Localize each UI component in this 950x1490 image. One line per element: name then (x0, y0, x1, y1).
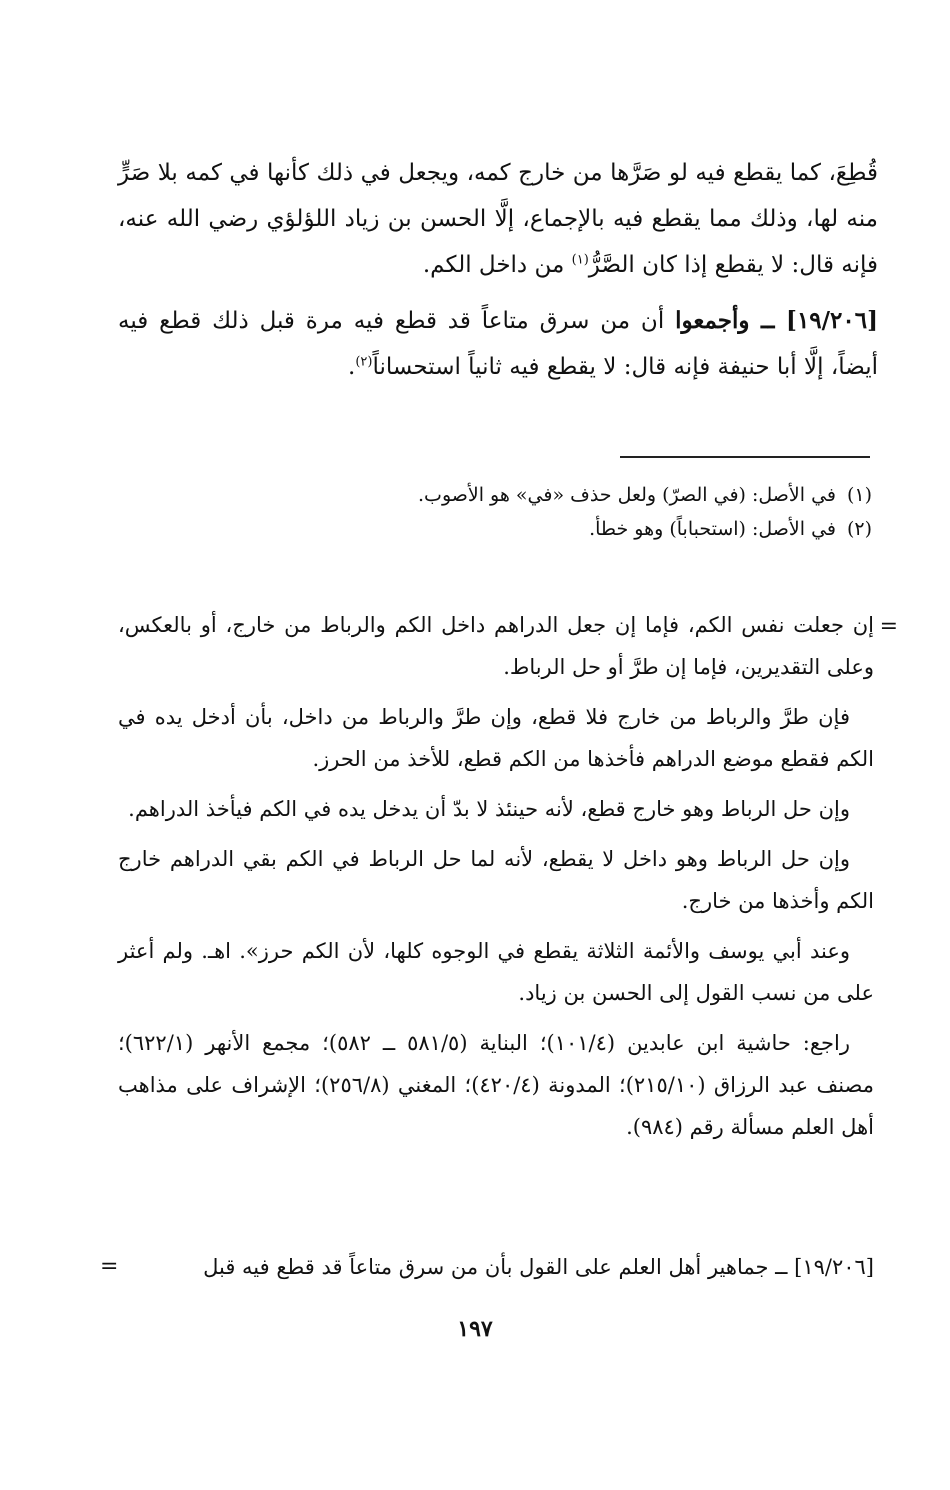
commentary-paragraph: إن جعلت نفس الكم، فإما إن جعل الدراهم داخل الكم والرباط من خارج، أو بالعكس، وعلى التقديرين، فإما إن طرَّ أو حل الرباط. (118, 613, 874, 679)
commentary-paragraph: راجع: حاشية ابن عابدين (١٠١/٤)؛ البناية (٥٨١/٥ ــ ٥٨٢)؛ مجمع الأنهر (٦٢٢/١)؛ مصنف عبد الرزاق (٢١٥/١٠)؛ المدونة (٤٢٠/٤)؛ المغني (٢٥٦/٨)؛ الإشراف على مذاهب أهل العلم مسألة رقم (٩٨٤). (118, 1031, 875, 1139)
continuation-mark-start: = (879, 614, 898, 639)
footnote-ref-2[interactable]: (٢) (355, 354, 373, 370)
footnotes (118, 478, 872, 546)
page-number: ١٩٧ (457, 1316, 493, 1342)
footnote-2 (118, 512, 872, 546)
next-issue-text: [١٩/٢٠٦] ــ جماهير أهل العلم على القول بأن من سرق متاعاً قد قطع فيه قبل (203, 1255, 874, 1279)
footnote-text: في الأصل: (استحباباً) وهو خطأ. (589, 518, 836, 540)
main-paragraph-1: قُطِعَ، كما يقطع فيه لو صَرَّها من خارج كمه، ويجعل في ذلك كأنها في كمه بلا صَرٍّ منه لها، وذلك مما يقطع فيه بالإجماع، إلَّا الحسن بن زياد اللؤلؤي رضي الله عنه، فإنه قال: لا يقطع إذا كان الصَّرُّ$^{(١)}$ من داخل الكم. (118, 160, 878, 278)
commentary-paragraph: فإن طرَّ والرباط من خارج فلا قطع، وإن طرَّ والرباط من داخل، بأن أدخل يده في الكم فقطع موضع الدراهم فأخذها من الكم قطع، للأخذ من الحرز. (118, 705, 874, 771)
footnote-number: (١) (846, 484, 872, 506)
main-text (118, 150, 878, 390)
footnote-text: في الأصل: (في الصرّ) ولعل حذف «في» هو الأصوب. (418, 484, 836, 506)
commentary (118, 604, 874, 1148)
commentary-paragraph: وإن حل الرباط وهو داخل لا يقطع، لأنه لما حل الرباط في الكم بقي الدراهم خارج الكم وأخذها من خارج. (118, 847, 874, 913)
footnote-ref-1[interactable]: (١) (571, 252, 589, 268)
commentary-paragraph: وإن حل الرباط وهو خارج قطع، لأنه حينئذ لا بدّ أن يدخل يده في الكم فيأخذ الدراهم. (128, 797, 850, 821)
footnote-number: (٢) (846, 518, 872, 540)
footnote-1 (118, 478, 872, 512)
issue-number: [١٩/٢٠٦] ــ وأجمعوا (675, 307, 878, 334)
commentary-next-issue (130, 1246, 874, 1288)
footnote-separator (620, 456, 870, 458)
commentary-paragraph: وعند أبي يوسف والأئمة الثلاثة يقطع في الوجوه كلها، لأن الكم حرز». اهـ. ولم أعثر على من نسب القول إلى الحسن بن زياد. (118, 939, 874, 1005)
continuation-mark-end: = (100, 1254, 119, 1279)
main-paragraph-2: [١٩/٢٠٦] ــ وأجمعوا أن من سرق متاعاً قد قطع فيه مرة قبل ذلك قطع فيه أيضاً، إلَّا أبا حنيفة فإنه قال: لا يقطع فيه ثانياً استحساناً$^{(٢)}$. (118, 307, 878, 380)
